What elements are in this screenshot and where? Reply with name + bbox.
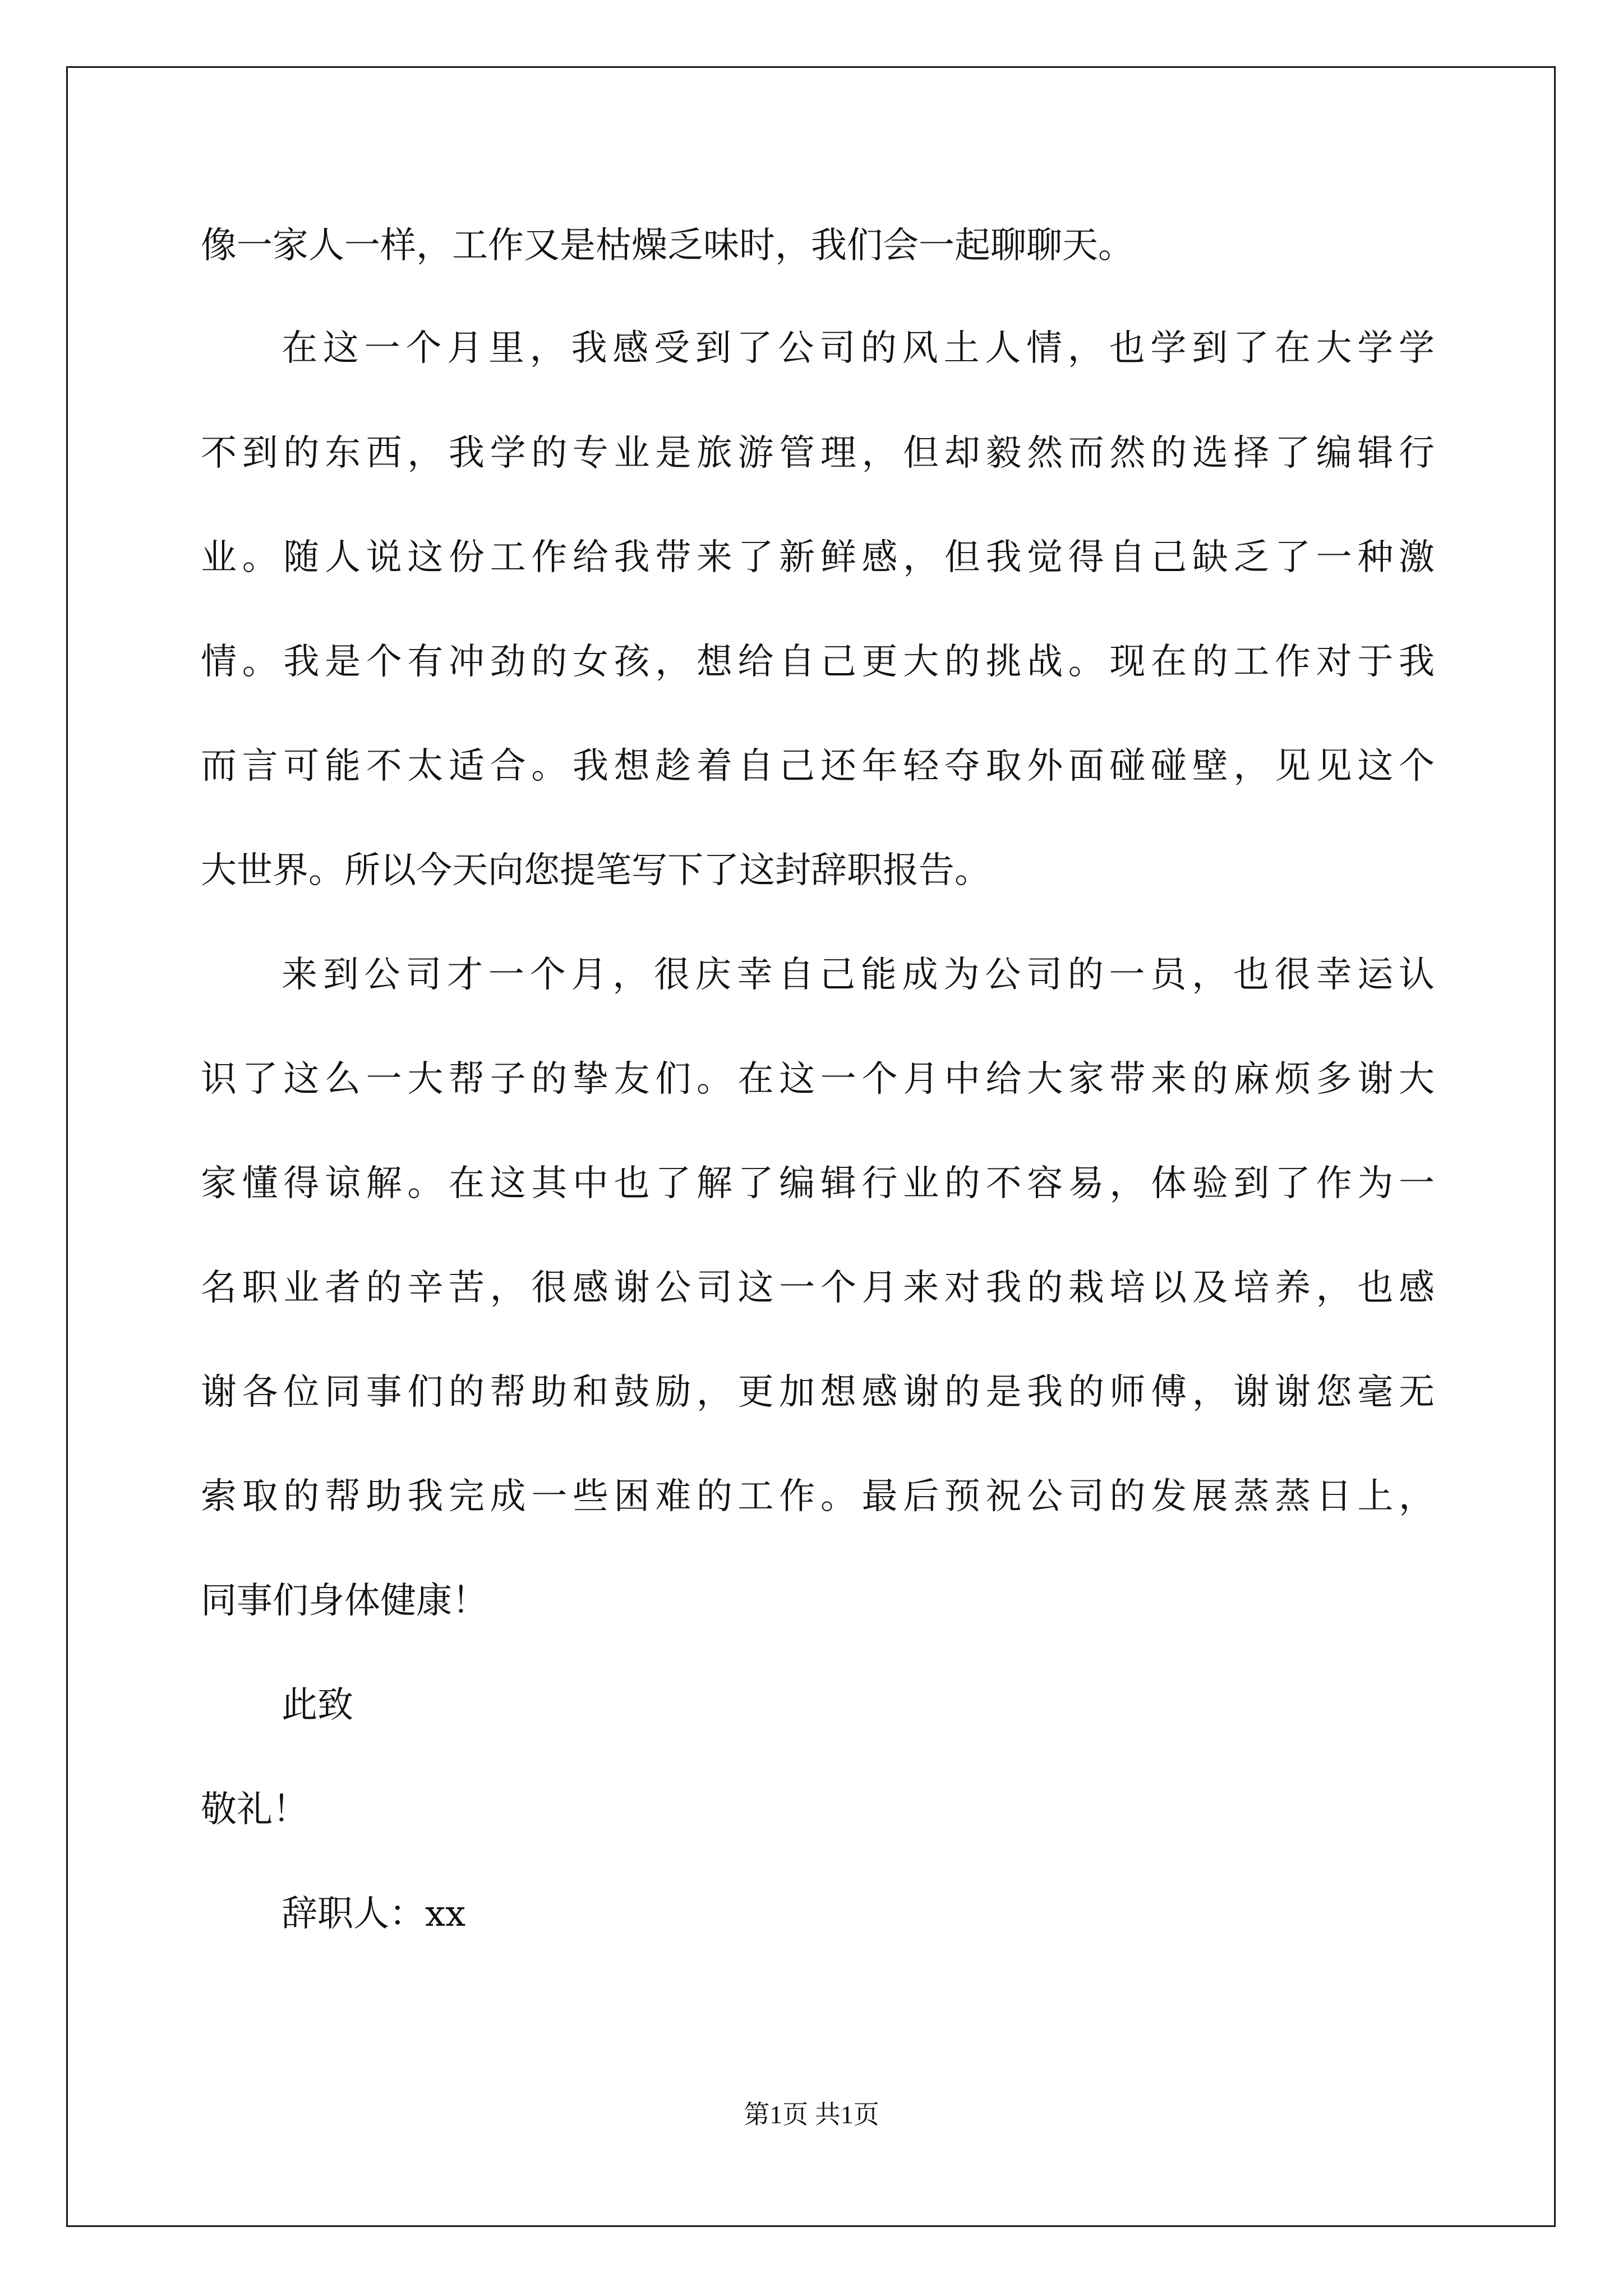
text-line: 而言可能不太适合。我想趁着自己还年轻夺取外面碰碰壁，见见这个: [201, 746, 1435, 787]
closing-regards: 敬礼！: [201, 1789, 308, 1830]
text-line: 来到公司才一个月，很庆幸自己能成为公司的一员，也很幸运认: [282, 954, 1435, 996]
text-line: 同事们身体健康！: [201, 1580, 488, 1622]
text-line: 家懂得谅解。在这其中也了解了编辑行业的不容易，体验到了作为一: [201, 1163, 1435, 1204]
text-line: 名职业者的辛苦，很感谢公司这一个月来对我的栽培以及培养，也感: [201, 1267, 1435, 1309]
text-line: 在这一个月里，我感受到了公司的风土人情，也学到了在大学学: [282, 328, 1435, 369]
text-line: 识了这么一大帮子的挚友们。在这一个月中给大家带来的麻烦多谢大: [201, 1059, 1435, 1100]
page-footer: 第1页 共1页: [744, 2100, 879, 2129]
closing-salutation: 此致: [282, 1685, 353, 1726]
text-line: 情。我是个有冲劲的女孩，想给自己更大的挑战。现在的工作对于我: [201, 641, 1435, 683]
text-line: 大世界。所以今天向您提笔写下了这封辞职报告。: [201, 850, 990, 891]
text-line: 不到的东西，我学的专业是旅游管理，但却毅然而然的选择了编辑行: [201, 432, 1435, 474]
text-line: 像一家人一样，工作又是枯燥乏味时，我们会一起聊聊天。: [201, 225, 1134, 266]
text-line: 谢各位同事们的帮助和鼓励，更加想感谢的是我的师傅，谢谢您毫无: [201, 1372, 1435, 1413]
text-line: 索取的帮助我完成一些困难的工作。最后预祝公司的发展蒸蒸日上，: [201, 1476, 1435, 1517]
signature-line: 辞职人：xx: [282, 1893, 466, 1935]
text-line: 业。随人说这份工作给我带来了新鲜感，但我觉得自己缺乏了一种激: [201, 537, 1435, 578]
